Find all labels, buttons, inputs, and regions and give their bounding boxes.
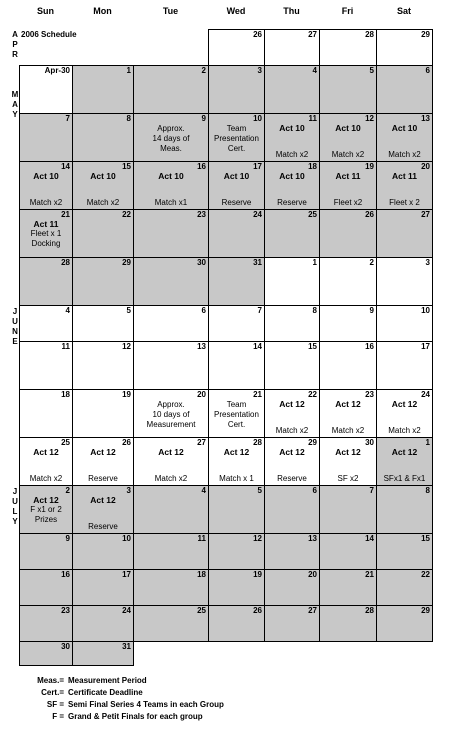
day-cell: [72, 485, 134, 534]
day-number: 29: [308, 438, 317, 447]
day-cell: [133, 389, 209, 438]
day-cell: [264, 389, 320, 438]
day-cell: [72, 569, 134, 606]
day-cell: [133, 605, 209, 642]
day-cell: [72, 257, 134, 306]
day-number: 28: [253, 438, 262, 447]
day-number: 5: [126, 306, 131, 315]
day-number: 16: [365, 342, 374, 351]
day-number: 19: [122, 390, 131, 399]
day-number: 22: [421, 570, 430, 579]
month-letter-june: U: [12, 317, 18, 326]
day-number: 11: [197, 534, 206, 543]
day-cell: [319, 257, 377, 306]
day-cell: [19, 161, 73, 210]
activity-label: Act 10: [33, 171, 59, 181]
cell-text-line: Approx.: [157, 124, 185, 133]
day-cell: [133, 533, 209, 570]
activity-note: Reserve: [277, 198, 307, 207]
day-number: 23: [365, 390, 374, 399]
day-cell: [376, 305, 433, 342]
day-number: 4: [201, 486, 206, 495]
day-number: 3: [425, 258, 430, 267]
cell-text-line: F x1 or 2: [30, 505, 62, 514]
day-cell: [319, 65, 377, 114]
weekday-header-fri: Fri: [341, 6, 354, 16]
cell-text-line: 10 days of: [152, 410, 190, 419]
activity-label: Act 12: [90, 447, 116, 457]
month-letter-may: Y: [12, 110, 18, 119]
activity-note: Fleet x2: [333, 198, 363, 207]
month-letter-may: M: [11, 90, 19, 99]
cell-text-line: Docking: [31, 239, 61, 248]
day-number: 20: [197, 390, 206, 399]
day-number: 11: [61, 342, 70, 351]
day-number: 2: [65, 486, 70, 495]
day-number: 20: [421, 162, 430, 171]
cell-text-line: Team: [226, 124, 247, 133]
weekday-header-sun: Sun: [37, 6, 54, 16]
activity-label: Act 10: [279, 171, 305, 181]
title-cell: [19, 29, 77, 66]
day-number: 28: [365, 30, 374, 39]
day-number: 13: [308, 534, 317, 543]
cell-text-lines: [134, 400, 208, 430]
day-cell: [319, 605, 377, 642]
day-number: 9: [369, 306, 374, 315]
day-cell: [19, 485, 73, 534]
day-number: 5: [369, 66, 374, 75]
day-number: 8: [312, 306, 317, 315]
day-number: 18: [197, 570, 206, 579]
day-cell: [376, 533, 433, 570]
day-number: 7: [369, 486, 374, 495]
day-number: 26: [122, 438, 131, 447]
month-letter-apr: A: [12, 30, 18, 39]
day-cell: [264, 65, 320, 114]
activity-label: Act 10: [279, 123, 305, 133]
day-cell: [264, 209, 320, 258]
day-cell: [319, 305, 377, 342]
day-cell: [19, 113, 73, 162]
day-number: 4: [65, 306, 70, 315]
activity-note: Reserve: [88, 474, 118, 483]
day-number: 8: [425, 486, 430, 495]
day-number: 12: [253, 534, 262, 543]
day-cell: [264, 341, 320, 390]
activity-label: Act 12: [223, 447, 250, 457]
activity-label: Act 11: [391, 171, 418, 181]
cell-text-line: Approx.: [157, 400, 185, 409]
day-cell: [133, 113, 209, 162]
activity-label: Act 12: [335, 447, 361, 457]
day-cell: [264, 161, 320, 210]
activity-note: Match x1: [154, 198, 188, 207]
schedule-title: 2006 Schedule: [21, 30, 77, 39]
day-number: 29: [122, 258, 131, 267]
day-cell: [376, 569, 433, 606]
day-cell: [376, 605, 433, 642]
legend-row: [10, 712, 450, 723]
day-number: 19: [365, 162, 374, 171]
cell-text-line: Cert.: [227, 420, 246, 429]
day-cell: [19, 569, 73, 606]
day-number: 18: [61, 390, 70, 399]
month-letter-apr: P: [12, 40, 18, 49]
day-cell: [72, 305, 134, 342]
day-cell: [72, 341, 134, 390]
day-cell: [376, 437, 433, 486]
cell-text-lines: [209, 124, 264, 154]
day-cell: [376, 389, 433, 438]
day-number: 29: [421, 30, 430, 39]
activity-label: Act 12: [391, 447, 418, 457]
day-number: 10: [421, 306, 430, 315]
weekday-header-wed: Wed: [226, 6, 246, 16]
activity-label: Act 12: [33, 447, 59, 457]
activity-note: Match x2: [29, 474, 63, 483]
day-number: 30: [197, 258, 206, 267]
day-number: 2: [201, 66, 206, 75]
cell-text-line: Presentation: [214, 134, 259, 143]
activity-note: Reserve: [88, 522, 118, 531]
day-number: 15: [421, 534, 430, 543]
day-cell: [19, 641, 73, 666]
day-cell: [376, 485, 433, 534]
day-number: 1: [425, 438, 430, 447]
activity-label: Act 12: [279, 447, 305, 457]
activity-label: Act 11: [33, 219, 59, 229]
day-cell: [376, 65, 433, 114]
day-number: 22: [308, 390, 317, 399]
cell-text-line: Fleet x 1: [30, 229, 62, 238]
day-number: Apr-30: [44, 66, 70, 75]
day-number: 21: [253, 390, 262, 399]
day-cell: [133, 485, 209, 534]
day-cell: [319, 113, 377, 162]
activity-note: Match x 1: [219, 474, 254, 483]
cell-text-lines: [20, 229, 72, 249]
day-number: 19: [253, 570, 262, 579]
day-cell: [208, 341, 265, 390]
day-number: 1: [312, 258, 317, 267]
day-cell: [319, 533, 377, 570]
day-cell: [133, 341, 209, 390]
day-cell: [376, 341, 433, 390]
day-cell: [133, 161, 209, 210]
day-cell: [208, 437, 265, 486]
day-cell: [264, 437, 320, 486]
day-cell: [208, 605, 265, 642]
day-number: 24: [122, 606, 131, 615]
activity-note: Match x2: [388, 150, 421, 159]
cell-text-line: Measurement: [146, 420, 196, 429]
day-number: 23: [197, 210, 206, 219]
day-number: 10: [122, 534, 131, 543]
day-number: 11: [308, 114, 317, 123]
day-cell: [208, 65, 265, 114]
day-number: 18: [308, 162, 317, 171]
day-number: 25: [308, 210, 317, 219]
day-cell: [208, 161, 265, 210]
day-cell: [319, 161, 377, 210]
activity-note: Match x2: [275, 426, 309, 435]
cell-text-line: Presentation: [214, 410, 259, 419]
day-cell: [376, 209, 433, 258]
day-cell: [72, 113, 134, 162]
activity-note: Fleet x 2: [389, 198, 420, 207]
day-cell: [19, 605, 73, 642]
day-number: 10: [253, 114, 262, 123]
month-letter-june: N: [12, 327, 18, 336]
day-number: 9: [65, 534, 70, 543]
day-number: 21: [61, 210, 70, 219]
cell-text-lines: [20, 505, 72, 525]
day-number: 30: [365, 438, 374, 447]
day-number: 31: [122, 642, 131, 651]
weekday-header-sat: Sat: [396, 6, 411, 16]
day-number: 21: [365, 570, 374, 579]
day-cell: [208, 209, 265, 258]
day-number: 24: [421, 390, 430, 399]
day-cell: [319, 209, 377, 258]
day-number: 27: [308, 606, 317, 615]
activity-label: Act 10: [335, 123, 361, 133]
day-cell: [133, 305, 209, 342]
day-cell: [264, 569, 320, 606]
day-cell: [72, 605, 134, 642]
day-cell: [72, 389, 134, 438]
activity-label: Act 11: [335, 171, 361, 181]
day-number: 26: [253, 606, 262, 615]
legend-row: [10, 676, 450, 687]
day-cell: [208, 389, 265, 438]
day-number: 6: [312, 486, 317, 495]
day-number: 12: [365, 114, 374, 123]
day-cell: [19, 257, 73, 306]
cell-text-line: Team: [226, 400, 247, 409]
activity-label: Act 12: [90, 495, 116, 505]
day-number: 7: [257, 306, 262, 315]
day-cell: [264, 113, 320, 162]
day-number: 4: [312, 66, 317, 75]
legend-key: SF =: [46, 700, 64, 709]
day-number: 28: [61, 258, 70, 267]
month-letter-may: A: [12, 100, 18, 109]
month-letter-july: J: [12, 487, 18, 496]
weekday-header-thu: Thu: [283, 6, 300, 16]
day-cell: [72, 161, 134, 210]
cell-text-line: Meas.: [160, 144, 182, 153]
day-number: 29: [421, 606, 430, 615]
day-cell: [376, 257, 433, 306]
activity-note: Match x2: [388, 426, 421, 435]
day-number: 26: [365, 210, 374, 219]
day-cell: [19, 65, 73, 114]
day-number: 27: [197, 438, 206, 447]
day-number: 14: [253, 342, 262, 351]
day-number: 2: [369, 258, 374, 267]
day-number: 14: [365, 534, 374, 543]
month-letter-june: J: [12, 307, 18, 316]
day-cell: [72, 641, 134, 666]
day-number: 6: [425, 66, 430, 75]
month-letter-june: E: [12, 337, 18, 346]
legend-value: Measurement Period: [68, 676, 147, 685]
day-cell: [133, 209, 209, 258]
cell-text-line: Cert.: [227, 144, 246, 153]
day-cell: [319, 437, 377, 486]
day-cell: [72, 65, 134, 114]
activity-note: Match x2: [275, 150, 309, 159]
day-number: 27: [308, 30, 317, 39]
month-letter-july: Y: [12, 517, 18, 526]
month-letter-july: U: [12, 497, 18, 506]
day-cell: [264, 305, 320, 342]
legend-value: Semi Final Series 4 Teams in each Group: [68, 700, 224, 709]
day-cell: [264, 29, 320, 66]
day-cell: [208, 257, 265, 306]
activity-note: SFx1 & Fx1: [383, 474, 426, 483]
day-cell: [208, 533, 265, 570]
legend-row: [10, 688, 450, 699]
day-number: 17: [421, 342, 430, 351]
day-cell: [19, 341, 73, 390]
activity-note: Match x2: [86, 198, 120, 207]
day-number: 13: [197, 342, 206, 351]
activity-label: Act 10: [223, 171, 250, 181]
day-cell: [72, 533, 134, 570]
day-cell: [376, 161, 433, 210]
legend-key: Cert.=: [41, 688, 64, 697]
day-cell: [264, 257, 320, 306]
day-cell: [264, 485, 320, 534]
day-cell: [133, 65, 209, 114]
day-cell: [19, 437, 73, 486]
day-number: 20: [308, 570, 317, 579]
legend-key: F =: [52, 712, 64, 721]
month-letter-apr: R: [12, 50, 18, 59]
day-number: 25: [61, 438, 70, 447]
month-letter-july: L: [12, 507, 18, 516]
day-number: 25: [197, 606, 206, 615]
legend-row: [10, 700, 450, 711]
day-number: 16: [197, 162, 206, 171]
day-cell: [19, 533, 73, 570]
day-number: 30: [61, 642, 70, 651]
day-number: 8: [126, 114, 131, 123]
day-number: 15: [122, 162, 131, 171]
day-number: 13: [421, 114, 430, 123]
day-number: 9: [201, 114, 206, 123]
day-cell: [319, 485, 377, 534]
activity-note: SF x2: [337, 474, 359, 483]
day-cell: [319, 341, 377, 390]
day-cell: [319, 389, 377, 438]
day-number: 16: [61, 570, 70, 579]
day-number: 17: [122, 570, 131, 579]
day-cell: [376, 29, 433, 66]
day-cell: [19, 209, 73, 258]
cell-text-lines: [209, 400, 264, 430]
day-number: 6: [201, 306, 206, 315]
day-number: 5: [257, 486, 262, 495]
day-cell: [19, 305, 73, 342]
day-number: 14: [61, 162, 70, 171]
activity-note: Reserve: [277, 474, 307, 483]
day-number: 12: [122, 342, 131, 351]
day-cell: [264, 533, 320, 570]
activity-label: Act 12: [158, 447, 184, 457]
day-cell: [133, 437, 209, 486]
day-number: 15: [308, 342, 317, 351]
activity-note: Match x2: [331, 150, 365, 159]
activity-note: Match x2: [331, 426, 365, 435]
day-number: 31: [253, 258, 262, 267]
day-number: 3: [126, 486, 131, 495]
day-cell: [208, 305, 265, 342]
day-cell: [208, 569, 265, 606]
day-cell: [72, 209, 134, 258]
day-cell: [319, 29, 377, 66]
activity-label: Act 12: [33, 495, 59, 505]
day-number: 17: [253, 162, 262, 171]
cell-text-line: Prizes: [34, 515, 58, 524]
day-cell: [133, 257, 209, 306]
activity-label: Act 10: [90, 171, 116, 181]
weekday-header-tue: Tue: [162, 6, 179, 16]
day-cell: [208, 29, 265, 66]
legend-value: Grand & Petit Finals for each group: [68, 712, 203, 721]
activity-note: Match x2: [154, 474, 188, 483]
activity-label: Act 12: [279, 399, 305, 409]
day-cell: [208, 485, 265, 534]
day-cell: [133, 569, 209, 606]
day-number: 22: [122, 210, 131, 219]
activity-note: Match x2: [29, 198, 63, 207]
cell-text-lines: [134, 124, 208, 154]
weekday-header-mon: Mon: [93, 6, 112, 16]
day-cell: [376, 113, 433, 162]
day-number: 28: [365, 606, 374, 615]
activity-label: Act 12: [335, 399, 361, 409]
legend-key: Meas.=: [37, 676, 64, 685]
day-number: 3: [257, 66, 262, 75]
day-number: 26: [253, 30, 262, 39]
day-number: 27: [421, 210, 430, 219]
activity-label: Act 12: [391, 399, 418, 409]
activity-label: Act 10: [158, 171, 184, 181]
day-number: 23: [61, 606, 70, 615]
legend-value: Certificate Deadline: [68, 688, 143, 697]
day-number: 1: [126, 66, 131, 75]
activity-label: Act 10: [391, 123, 418, 133]
day-number: 24: [253, 210, 262, 219]
day-cell: [319, 569, 377, 606]
day-cell: [72, 437, 134, 486]
day-cell: [19, 389, 73, 438]
day-cell: [264, 605, 320, 642]
cell-text-line: 14 days of: [152, 134, 190, 143]
day-number: 7: [65, 114, 70, 123]
activity-note: Reserve: [221, 198, 252, 207]
day-cell: [208, 113, 265, 162]
